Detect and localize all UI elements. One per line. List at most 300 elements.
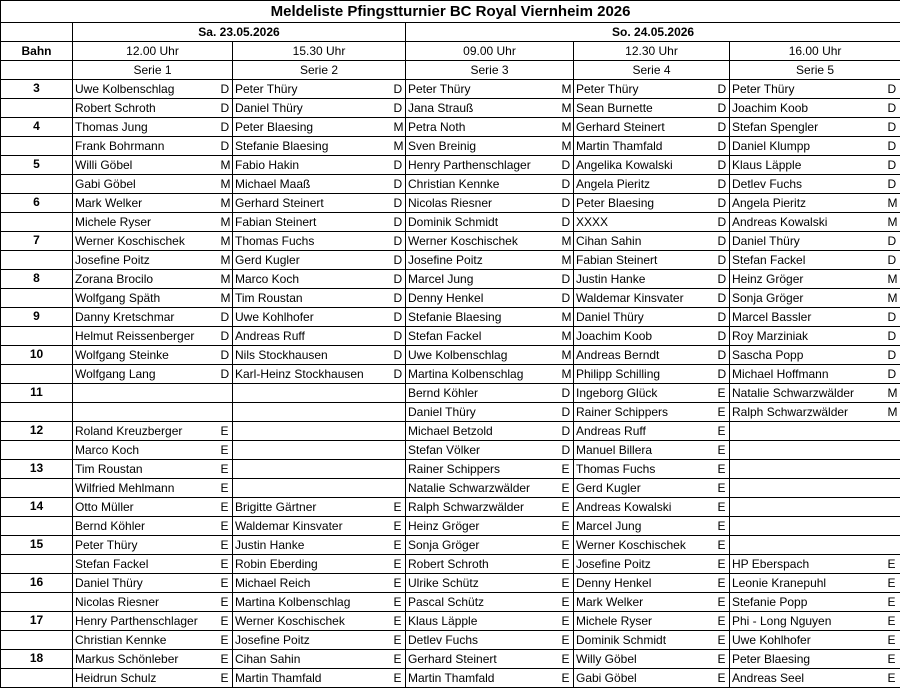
player-name: Henry Parthenschlager xyxy=(406,156,561,175)
player-name: Stefan Fackel xyxy=(730,251,887,270)
player-name: Ralph Schwarzwälder xyxy=(406,498,561,517)
player-class: E xyxy=(561,498,574,517)
player-name xyxy=(730,517,887,536)
player-name: Andreas Seel xyxy=(730,669,887,688)
player-class: D xyxy=(887,137,900,156)
player-class: D xyxy=(717,327,730,346)
player-name xyxy=(233,479,393,498)
player-name xyxy=(233,460,393,479)
player-name xyxy=(730,498,887,517)
player-class: D xyxy=(561,175,574,194)
player-class xyxy=(887,422,900,441)
player-name: Tim Roustan xyxy=(73,460,220,479)
lane-row xyxy=(1,327,900,346)
player-name: Phi - Long Nguyen xyxy=(730,612,887,631)
player-name: Stefanie Popp xyxy=(730,593,887,612)
player-class: E xyxy=(561,631,574,650)
player-class: E xyxy=(887,631,900,650)
player-name: Peter Thüry xyxy=(73,536,220,555)
player-class: E xyxy=(561,536,574,555)
player-name: Andreas Kowalski xyxy=(574,498,717,517)
bahn-number: 3 xyxy=(1,80,73,99)
bahn-number: 5 xyxy=(1,156,73,175)
lane-row xyxy=(1,631,900,650)
player-name: Daniel Thüry xyxy=(574,308,717,327)
bahn-number xyxy=(1,593,73,612)
player-class: E xyxy=(393,593,406,612)
player-name: Ralph Schwarzwälder xyxy=(730,403,887,422)
player-class: D xyxy=(717,99,730,118)
player-name: Josefine Poitz xyxy=(406,251,561,270)
player-name: Wolfgang Steinke xyxy=(73,346,220,365)
player-class: M xyxy=(561,232,574,251)
player-name: Gerhard Steinert xyxy=(574,118,717,137)
player-class: D xyxy=(887,346,900,365)
player-class: D xyxy=(220,365,233,384)
player-name: Uwe Kohlhofer xyxy=(730,631,887,650)
player-class: D xyxy=(561,270,574,289)
player-name: Willy Göbel xyxy=(574,650,717,669)
player-name: Cihan Sahin xyxy=(574,232,717,251)
player-name: Detlev Fuchs xyxy=(730,175,887,194)
bahn-header: Bahn xyxy=(1,42,73,61)
player-name: Peter Blaesing xyxy=(574,194,717,213)
player-class: D xyxy=(717,232,730,251)
bahn-number xyxy=(1,669,73,688)
player-name: Natalie Schwarzwälder xyxy=(406,479,561,498)
player-class: E xyxy=(717,555,730,574)
player-name: Joachim Koob xyxy=(730,99,887,118)
lane-row xyxy=(1,80,900,99)
player-class: M xyxy=(561,365,574,384)
player-name: Josefine Poitz xyxy=(574,555,717,574)
player-class: E xyxy=(717,403,730,422)
player-name: Sonja Gröger xyxy=(406,536,561,555)
player-name xyxy=(730,441,887,460)
player-class: M xyxy=(561,99,574,118)
player-name: Daniel Thüry xyxy=(406,403,561,422)
player-class: M xyxy=(220,156,233,175)
player-name: Natalie Schwarzwälder xyxy=(730,384,887,403)
player-class: M xyxy=(887,194,900,213)
player-name: Werner Koschischek xyxy=(73,232,220,251)
player-class: D xyxy=(393,194,406,213)
player-class: E xyxy=(887,574,900,593)
player-class: D xyxy=(717,137,730,156)
player-class: E xyxy=(561,669,574,688)
player-class: D xyxy=(220,99,233,118)
player-name: Thomas Fuchs xyxy=(233,232,393,251)
player-class: D xyxy=(717,270,730,289)
player-name: Philipp Schilling xyxy=(574,365,717,384)
player-name: Marcel Jung xyxy=(406,270,561,289)
player-name: Angela Pieritz xyxy=(574,175,717,194)
player-name: Wilfried Mehlmann xyxy=(73,479,220,498)
player-class: E xyxy=(887,669,900,688)
player-name: Dominik Schmidt xyxy=(574,631,717,650)
player-name: Otto Müller xyxy=(73,498,220,517)
lane-row xyxy=(1,251,900,270)
player-class: D xyxy=(393,80,406,99)
player-class: D xyxy=(717,251,730,270)
player-name: Heidrun Schulz xyxy=(73,669,220,688)
player-class: E xyxy=(393,517,406,536)
player-name: Bernd Köhler xyxy=(73,517,220,536)
player-name: Nils Stockhausen xyxy=(233,346,393,365)
player-name: Daniel Thüry xyxy=(73,574,220,593)
player-name: Martin Thamfald xyxy=(406,669,561,688)
player-name xyxy=(730,479,887,498)
player-name: Mark Welker xyxy=(73,194,220,213)
player-name: Stefan Spengler xyxy=(730,118,887,137)
player-name: Stefan Fackel xyxy=(73,555,220,574)
player-class: D xyxy=(887,232,900,251)
title-row xyxy=(1,1,900,23)
lane-row xyxy=(1,441,900,460)
player-class: D xyxy=(887,118,900,137)
player-class: E xyxy=(220,441,233,460)
player-class: M xyxy=(561,251,574,270)
player-name: Waldemar Kinsvater xyxy=(233,517,393,536)
player-name: Daniel Thüry xyxy=(233,99,393,118)
player-class: D xyxy=(220,346,233,365)
player-class: M xyxy=(561,137,574,156)
bahn-number xyxy=(1,137,73,156)
player-class: D xyxy=(717,213,730,232)
player-class: E xyxy=(717,498,730,517)
player-class: E xyxy=(717,593,730,612)
player-class: E xyxy=(717,479,730,498)
player-name: Leonie Kranepuhl xyxy=(730,574,887,593)
player-class: D xyxy=(561,289,574,308)
player-name: Robert Schroth xyxy=(406,555,561,574)
player-class: M xyxy=(220,270,233,289)
player-name: Michael Betzold xyxy=(406,422,561,441)
player-name: Wolfgang Späth xyxy=(73,289,220,308)
player-class: D xyxy=(561,213,574,232)
player-name: Brigitte Gärtner xyxy=(233,498,393,517)
player-name: Justin Hanke xyxy=(233,536,393,555)
player-name: XXXX xyxy=(574,213,717,232)
player-class: D xyxy=(717,289,730,308)
player-class: D xyxy=(717,175,730,194)
player-class: D xyxy=(561,384,574,403)
player-name: Stefan Völker xyxy=(406,441,561,460)
bahn-number: 6 xyxy=(1,194,73,213)
bahn-number xyxy=(1,517,73,536)
player-class: D xyxy=(393,308,406,327)
player-class: E xyxy=(220,536,233,555)
player-class: M xyxy=(220,213,233,232)
player-name: Peter Thüry xyxy=(233,80,393,99)
player-name xyxy=(233,384,393,403)
player-class: D xyxy=(561,422,574,441)
player-class: E xyxy=(561,593,574,612)
lane-row xyxy=(1,479,900,498)
player-class: E xyxy=(561,574,574,593)
day-corner xyxy=(1,23,73,42)
player-name: Tim Roustan xyxy=(233,289,393,308)
player-class: E xyxy=(393,669,406,688)
lane-row xyxy=(1,194,900,213)
player-class: E xyxy=(393,555,406,574)
player-name: Joachim Koob xyxy=(574,327,717,346)
player-name: Markus Schönleber xyxy=(73,650,220,669)
player-name: Ulrike Schütz xyxy=(406,574,561,593)
lane-row xyxy=(1,308,900,327)
player-name: Zorana Brocilo xyxy=(73,270,220,289)
player-class: D xyxy=(393,99,406,118)
player-name: Sean Burnette xyxy=(574,99,717,118)
player-class: E xyxy=(220,422,233,441)
player-name: Dominik Schmidt xyxy=(406,213,561,232)
player-name: Peter Blaesing xyxy=(730,650,887,669)
player-name: Rainer Schippers xyxy=(406,460,561,479)
player-class xyxy=(887,479,900,498)
lane-row xyxy=(1,384,900,403)
player-class: M xyxy=(220,251,233,270)
player-name: Klaus Läpple xyxy=(406,612,561,631)
player-class: D xyxy=(717,194,730,213)
series-1-label: Serie 1 xyxy=(73,61,233,80)
player-class: D xyxy=(220,137,233,156)
bahn-number xyxy=(1,289,73,308)
player-name: Gabi Göbel xyxy=(574,669,717,688)
player-name: Karl-Heinz Stockhausen xyxy=(233,365,393,384)
player-class: E xyxy=(561,612,574,631)
lane-row xyxy=(1,593,900,612)
player-name: Wolfgang Lang xyxy=(73,365,220,384)
player-class: D xyxy=(887,251,900,270)
player-name: Denny Henkel xyxy=(406,289,561,308)
player-name: Jana Strauß xyxy=(406,99,561,118)
player-class: E xyxy=(393,612,406,631)
player-name: Stefanie Blaesing xyxy=(233,137,393,156)
bahn-number xyxy=(1,631,73,650)
player-class: E xyxy=(561,650,574,669)
player-name: Daniel Klumpp xyxy=(730,137,887,156)
player-class: D xyxy=(393,175,406,194)
player-class xyxy=(393,479,406,498)
player-name: Cihan Sahin xyxy=(233,650,393,669)
player-class: E xyxy=(717,631,730,650)
bahn-number: 8 xyxy=(1,270,73,289)
bahn-number xyxy=(1,327,73,346)
player-name: Helmut Reissenberger xyxy=(73,327,220,346)
player-name: Marco Koch xyxy=(73,441,220,460)
player-name: Roland Kreuzberger xyxy=(73,422,220,441)
bahn-number: 4 xyxy=(1,118,73,137)
player-class: E xyxy=(220,574,233,593)
player-class: M xyxy=(220,175,233,194)
player-class xyxy=(220,384,233,403)
player-name: Ingeborg Glück xyxy=(574,384,717,403)
player-name: Josefine Poitz xyxy=(233,631,393,650)
bahn-number xyxy=(1,403,73,422)
player-name: Michael Hoffmann xyxy=(730,365,887,384)
player-class: E xyxy=(717,422,730,441)
player-class xyxy=(887,517,900,536)
bahn-number: 9 xyxy=(1,308,73,327)
player-name: Marco Koch xyxy=(233,270,393,289)
lanes-body xyxy=(1,80,900,688)
player-class: E xyxy=(561,479,574,498)
series-2-label: Serie 2 xyxy=(233,61,406,80)
player-class: D xyxy=(561,403,574,422)
lane-row xyxy=(1,365,900,384)
player-class: D xyxy=(717,346,730,365)
bahn-number: 17 xyxy=(1,612,73,631)
player-name: Josefine Poitz xyxy=(73,251,220,270)
player-class: E xyxy=(717,517,730,536)
player-name: Gerd Kugler xyxy=(574,479,717,498)
player-name: Robin Eberding xyxy=(233,555,393,574)
lane-row xyxy=(1,99,900,118)
player-name xyxy=(233,403,393,422)
player-class xyxy=(393,460,406,479)
bahn-number: 14 xyxy=(1,498,73,517)
player-class xyxy=(393,384,406,403)
player-class: E xyxy=(887,555,900,574)
day-row xyxy=(1,23,900,42)
player-class: M xyxy=(220,289,233,308)
player-class: D xyxy=(887,80,900,99)
lane-row xyxy=(1,650,900,669)
player-name: Uwe Kolbenschlag xyxy=(406,346,561,365)
player-name: Thomas Jung xyxy=(73,118,220,137)
player-name: Heinz Gröger xyxy=(730,270,887,289)
player-class: D xyxy=(393,270,406,289)
player-name: Henry Parthenschlager xyxy=(73,612,220,631)
player-name: Marcel Jung xyxy=(574,517,717,536)
lane-row xyxy=(1,536,900,555)
lane-row xyxy=(1,346,900,365)
time-row xyxy=(1,42,900,61)
player-class: D xyxy=(220,118,233,137)
player-name: Mark Welker xyxy=(574,593,717,612)
player-name: Daniel Thüry xyxy=(730,232,887,251)
player-name: Martina Kolbenschlag xyxy=(233,593,393,612)
lane-row xyxy=(1,289,900,308)
player-name: Uwe Kohlhofer xyxy=(233,308,393,327)
player-name xyxy=(233,422,393,441)
player-class: M xyxy=(887,270,900,289)
player-class xyxy=(393,403,406,422)
player-name xyxy=(730,460,887,479)
player-class: E xyxy=(717,384,730,403)
bahn-number xyxy=(1,175,73,194)
lane-row xyxy=(1,669,900,688)
lane-row xyxy=(1,498,900,517)
bahn-number xyxy=(1,555,73,574)
player-name: Uwe Kolbenschlag xyxy=(73,80,220,99)
player-name: Stefan Fackel xyxy=(406,327,561,346)
player-name: Angelika Kowalski xyxy=(574,156,717,175)
player-name: Michael Reich xyxy=(233,574,393,593)
player-name: Justin Hanke xyxy=(574,270,717,289)
lane-row xyxy=(1,612,900,631)
player-name: Andreas Kowalski xyxy=(730,213,887,232)
player-class xyxy=(887,536,900,555)
lane-row xyxy=(1,517,900,536)
player-class: D xyxy=(887,327,900,346)
player-class: D xyxy=(393,327,406,346)
player-class: E xyxy=(887,593,900,612)
player-class: E xyxy=(393,650,406,669)
player-name: Werner Koschischek xyxy=(233,612,393,631)
player-class: E xyxy=(561,555,574,574)
lane-row xyxy=(1,574,900,593)
series-1-time: 12.00 Uhr xyxy=(73,42,233,61)
player-name: Gabi Göbel xyxy=(73,175,220,194)
player-class: D xyxy=(887,99,900,118)
player-name: Fabio Hakin xyxy=(233,156,393,175)
player-name: Andreas Berndt xyxy=(574,346,717,365)
bahn-number xyxy=(1,479,73,498)
lane-row xyxy=(1,422,900,441)
player-class: E xyxy=(220,593,233,612)
player-class: E xyxy=(220,555,233,574)
player-class: E xyxy=(220,612,233,631)
player-class: D xyxy=(561,156,574,175)
player-class: E xyxy=(887,650,900,669)
player-class: M xyxy=(220,194,233,213)
player-name: Sonja Gröger xyxy=(730,289,887,308)
player-name: Marcel Bassler xyxy=(730,308,887,327)
player-class: E xyxy=(561,460,574,479)
player-class: E xyxy=(220,479,233,498)
lane-row xyxy=(1,118,900,137)
player-name: Christian Kennke xyxy=(406,175,561,194)
player-class: D xyxy=(220,80,233,99)
series-5-label: Serie 5 xyxy=(730,61,900,80)
player-class: E xyxy=(717,650,730,669)
player-name: Peter Thüry xyxy=(406,80,561,99)
player-name: Klaus Läpple xyxy=(730,156,887,175)
player-class: D xyxy=(717,156,730,175)
player-name: Stefanie Blaesing xyxy=(406,308,561,327)
player-class: M xyxy=(393,118,406,137)
player-name: Roy Marziniak xyxy=(730,327,887,346)
player-name: Michele Ryser xyxy=(574,612,717,631)
player-name: Michael Maaß xyxy=(233,175,393,194)
player-class: E xyxy=(717,612,730,631)
player-name: Werner Koschischek xyxy=(574,536,717,555)
player-class: D xyxy=(393,251,406,270)
lane-row xyxy=(1,137,900,156)
bahn-number: 7 xyxy=(1,232,73,251)
series-4-time: 12.30 Uhr xyxy=(574,42,730,61)
player-name: Manuel Billera xyxy=(574,441,717,460)
player-class: D xyxy=(717,80,730,99)
player-class: D xyxy=(393,365,406,384)
player-class: E xyxy=(717,460,730,479)
day-saturday: Sa. 23.05.2026 xyxy=(73,23,406,42)
player-name: Andreas Ruff xyxy=(233,327,393,346)
player-class: D xyxy=(717,118,730,137)
player-class: E xyxy=(220,669,233,688)
player-class: D xyxy=(717,365,730,384)
series-2-time: 15.30 Uhr xyxy=(233,42,406,61)
player-class: M xyxy=(561,346,574,365)
player-name: Frank Bohrmann xyxy=(73,137,220,156)
player-class: D xyxy=(561,194,574,213)
bahn-number: 11 xyxy=(1,384,73,403)
player-class: M xyxy=(561,327,574,346)
player-name: Danny Kretschmar xyxy=(73,308,220,327)
bahn-number: 10 xyxy=(1,346,73,365)
lane-row xyxy=(1,460,900,479)
